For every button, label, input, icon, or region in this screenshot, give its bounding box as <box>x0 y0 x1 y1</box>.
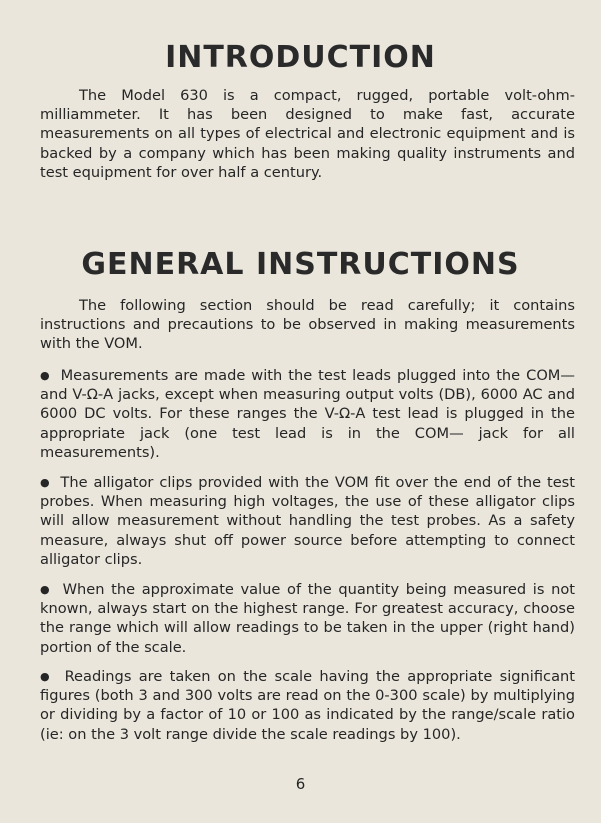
general-instructions-paragraph: The following section should be read carefully; it contains instructions and precautions to be observed in making measurements with the VOM. <box>40 297 575 353</box>
instruction-bullet-jacks: ● Measurements are made with the test leads plugged into the COM— and V-Ω-A jacks, except when measuring output volts (DB), 6000 AC and 6000 DC volts. For these ranges the V-Ω-A test lead is plugged in the appropriate jack (one test lead is in the COM— jack for all measurements). <box>40 366 575 462</box>
introduction-paragraph: The Model 630 is a compact, rugged, portable volt-ohm-milliammeter. It has been designed to make fast, accurate measurements on all types of electrical and electronic equipment and is backed by a company which has been making quality instruments and test equipment for over half a century. <box>40 87 575 181</box>
instruction-bullet-scale-readings: ● Readings are taken on the scale having the appropriate significant figures (both 3 and 300 volts are read on the 0-300 scale) by multiplying or dividing by a factor of 10 or 100 as indicated by the range/scale ratio (ie: on the 3 volt range divide the scale readings by 100). <box>40 667 575 744</box>
introduction-heading: INTRODUCTION <box>165 40 436 75</box>
instruction-bullet-highest-range: ● When the approximate value of the quantity being measured is not known, always start on the highest range. For greatest accuracy, choose the range which will allow readings to be taken in the upper (right hand) portion of the scale. <box>40 580 575 657</box>
page-number: 6 <box>295 775 306 793</box>
instruction-bullet-alligator-clips: ● The alligator clips provided with the VOM fit over the end of the test probes. When measuring high voltages, the use of these alligator clips will allow measurement without handling the test probes. As a safety measure, always shut off power source before attempting to connect alligator clips. <box>40 473 575 569</box>
general-instructions-heading: GENERAL INSTRUCTIONS <box>81 247 520 282</box>
